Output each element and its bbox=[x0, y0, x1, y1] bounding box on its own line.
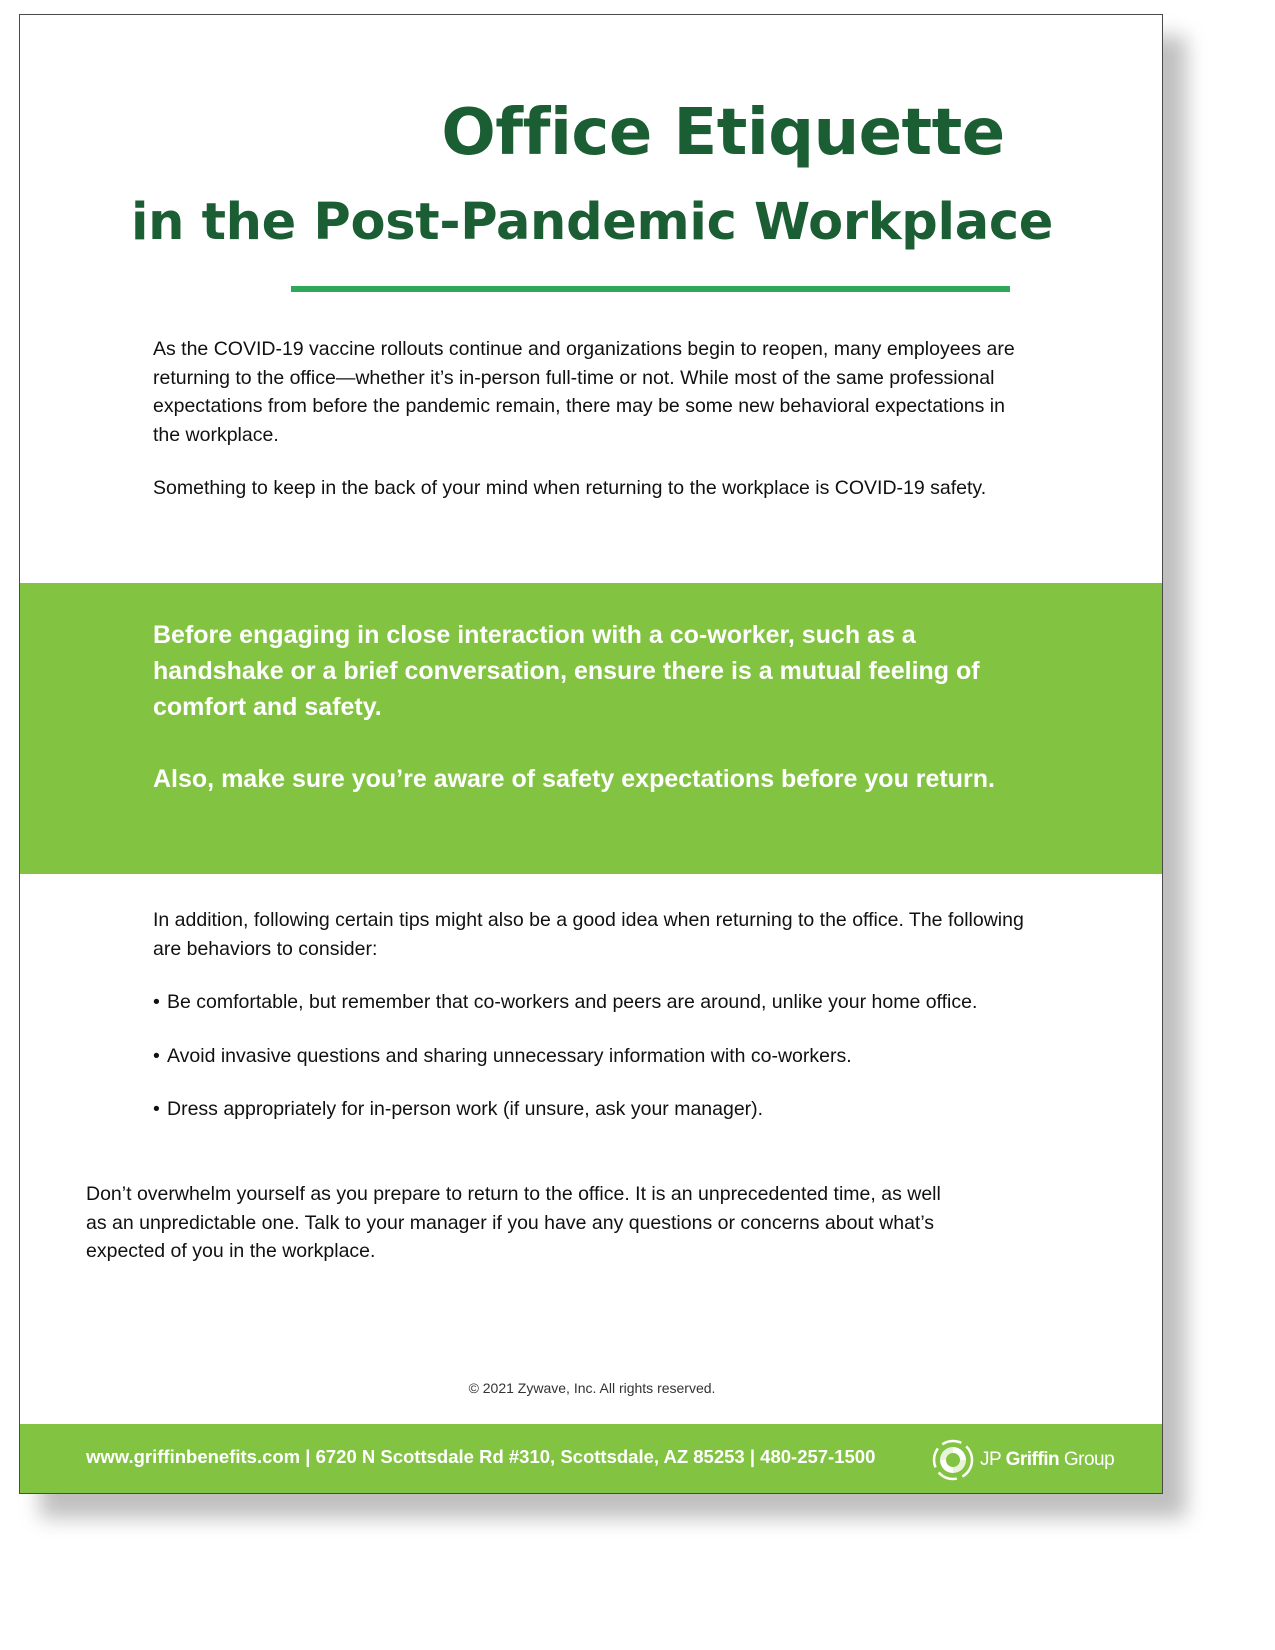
intro-paragraph-2: Something to keep in the back of your mind when returning to the workplace is COVID-19 safety. bbox=[153, 477, 987, 499]
list-item-text: Avoid invasive questions and sharing unnecessary information with co-workers. bbox=[167, 1044, 852, 1067]
document-page bbox=[19, 14, 1163, 1494]
copyright-notice: © 2021 Zywave, Inc. All rights reserved. bbox=[468, 1380, 716, 1396]
tips-list bbox=[153, 988, 1033, 1149]
bullet-icon: • bbox=[153, 1044, 160, 1067]
highlight-band bbox=[20, 583, 1163, 874]
intro-paragraph-1: As the COVID-19 vaccine rollouts continue and organizations begin to reopen, many employees are returning to the office—whether it’s in-person full-time or not. While most of the same professional expectations from before the pandemic remain, there may be some new behavioral expectations in the workplace. bbox=[153, 338, 1015, 446]
list-item bbox=[153, 1042, 1033, 1071]
logo-prefix: JP bbox=[980, 1449, 1006, 1470]
tips-intro: In addition, following certain tips might also be a good idea when returning to the office. The following are behaviors to consider: bbox=[153, 909, 1024, 960]
list-item-text: Dress appropriately for in-person work (if unsure, ask your manager). bbox=[167, 1098, 764, 1120]
logo-strong: Griffin bbox=[1005, 1449, 1060, 1470]
highlight-paragraph-1: Before engaging in close interaction with a co-worker, such as a handshake or a brief conversation, ensure there is a mutual feeling of comfort and safety. bbox=[153, 621, 980, 721]
swirl-logo-icon bbox=[932, 1439, 974, 1481]
title-divider bbox=[291, 286, 1010, 292]
bullet-icon: • bbox=[153, 991, 160, 1013]
list-item bbox=[153, 1095, 1033, 1124]
footer-bar bbox=[20, 1424, 1163, 1494]
logo-suffix: Group bbox=[1059, 1449, 1115, 1470]
company-logo bbox=[932, 1439, 1114, 1481]
list-item bbox=[153, 988, 1033, 1017]
page-title-text: Office Etiquette bbox=[441, 96, 1005, 170]
page-subtitle: in the Post-Pandemic Workplace bbox=[130, 193, 1054, 252]
page-title bbox=[20, 93, 1163, 173]
bullet-icon: • bbox=[153, 1098, 160, 1120]
footer-contact: www.griffinbenefits.com | 6720 N Scottsdale Rd #310, Scottsdale, AZ 85253 | 480-257-1500 bbox=[86, 1446, 876, 1467]
highlight-paragraph-2: Also, make sure you’re aware of safety expectations before you return. bbox=[153, 765, 995, 793]
logo-wordmark bbox=[980, 1449, 1114, 1471]
list-item-text: Be comfortable, but remember that co-workers and peers are around, unlike your home office. bbox=[167, 991, 978, 1013]
closing-paragraph: Don’t overwhelm yourself as you prepare to return to the office. It is an unprecedented time, as well as an unpredictable one. Talk to your manager if you have any questions or concerns about what’s expected of you in the workplace. bbox=[86, 1183, 941, 1262]
